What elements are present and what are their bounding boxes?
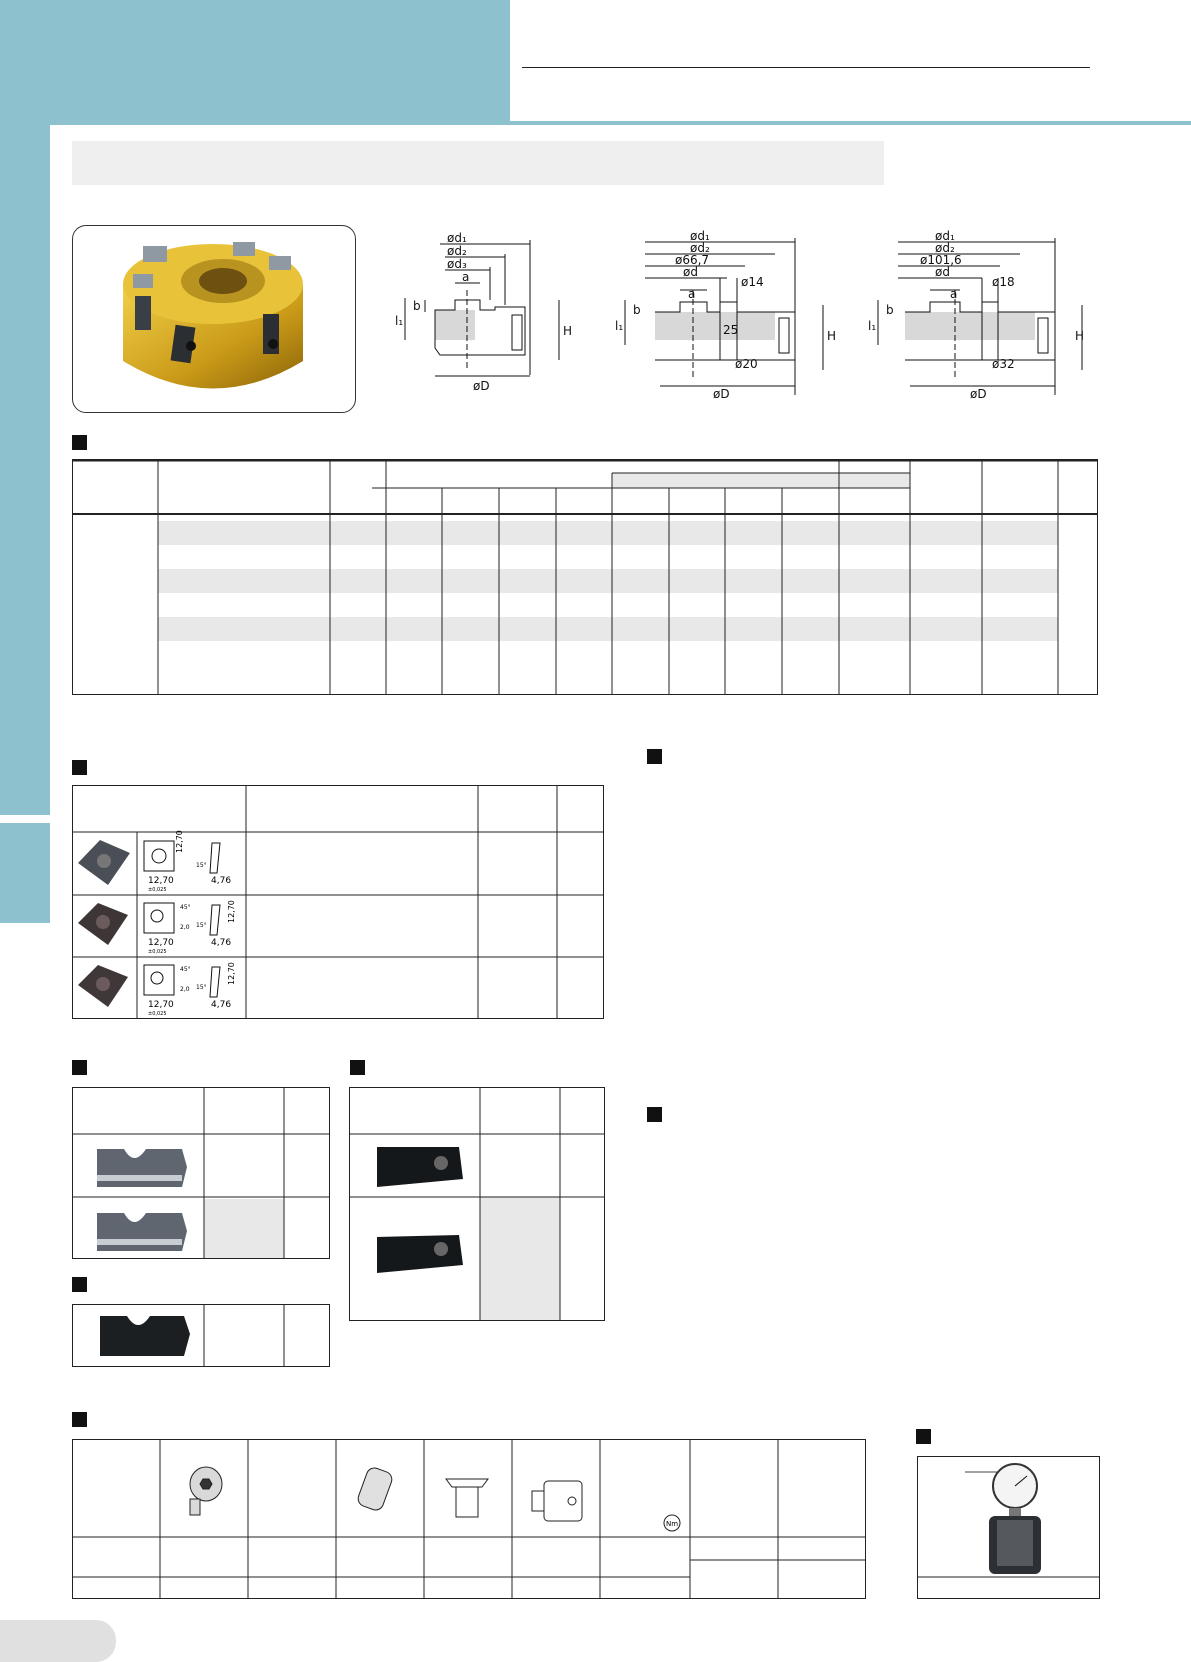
label-a: a bbox=[462, 270, 470, 284]
wedge-photo-1 bbox=[97, 1149, 187, 1187]
insert-dim-side-1: 12,70 bbox=[175, 830, 184, 853]
insert-photo-2 bbox=[78, 903, 128, 945]
section-title-bar bbox=[72, 141, 884, 185]
label-H: H bbox=[1075, 329, 1085, 343]
label-D: øD bbox=[473, 379, 490, 393]
label-d18: ø18 bbox=[992, 275, 1015, 289]
label-l1: l₁ bbox=[868, 319, 877, 333]
page-number-tab bbox=[0, 1620, 116, 1662]
label-H: H bbox=[827, 329, 837, 343]
label-d: ød bbox=[683, 265, 698, 279]
insert-dim-tol-3: ±0,025 bbox=[148, 1011, 167, 1017]
label-d2: ød₂ bbox=[447, 244, 467, 258]
sidebar-lower bbox=[0, 823, 50, 923]
insert-dim-chamfer-len-3: 2,0 bbox=[180, 986, 190, 993]
face-mill-photo bbox=[73, 226, 355, 412]
insert-dim-angle-2: 15° bbox=[196, 922, 207, 929]
label-a: a bbox=[688, 287, 696, 301]
insert-dim-side-2: 12,70 bbox=[227, 900, 236, 923]
insert-dim-size-1: 12,70 bbox=[148, 876, 174, 886]
label-d1: ød₁ bbox=[935, 229, 955, 243]
header-left-block bbox=[0, 0, 510, 125]
label-d2: ød₂ bbox=[935, 241, 955, 255]
key-icon bbox=[532, 1481, 582, 1521]
label-d1: ød₁ bbox=[447, 231, 467, 245]
torque-unit: Nm bbox=[666, 1520, 679, 1528]
insert-photo-3 bbox=[78, 965, 128, 1007]
label-l1: l₁ bbox=[395, 314, 404, 328]
gauge-box bbox=[917, 1456, 1100, 1599]
label-d3: ød₃ bbox=[447, 257, 467, 271]
screw-icon bbox=[190, 1467, 222, 1515]
section-marker-right-2 bbox=[647, 1107, 662, 1122]
cartridge-photo-2 bbox=[377, 1235, 463, 1273]
section-marker-inserts bbox=[72, 760, 87, 775]
section-marker-spare-parts bbox=[72, 1412, 87, 1427]
set-screw-icon bbox=[356, 1466, 394, 1512]
section-marker-main bbox=[72, 435, 87, 450]
insert-dim-side-3: 12,70 bbox=[227, 962, 236, 985]
insert-dim-chamfer-angle-3: 45° bbox=[180, 966, 191, 973]
insert-dim-tol-2: ±0,025 bbox=[148, 949, 167, 955]
sidebar-upper bbox=[0, 125, 50, 815]
label-l1: l₁ bbox=[615, 319, 624, 333]
cartridge-table bbox=[349, 1087, 605, 1321]
dial-gauge-photo bbox=[965, 1464, 1041, 1574]
cartridge-photo-1 bbox=[377, 1147, 463, 1187]
label-d32: ø32 bbox=[992, 357, 1015, 371]
label-D: øD bbox=[713, 387, 730, 401]
drawing-type-3 bbox=[870, 230, 1090, 405]
section-marker-right-1 bbox=[647, 749, 662, 764]
label-D: øD bbox=[970, 387, 987, 401]
wedge-photo-2 bbox=[97, 1213, 187, 1251]
section-marker-cartridges bbox=[350, 1060, 365, 1075]
insert-dim-tol-1: ±0,025 bbox=[148, 887, 167, 893]
label-b: b bbox=[886, 303, 894, 317]
section-marker-wedge-small bbox=[72, 1277, 87, 1292]
insert-dim-thick-1: 4,76 bbox=[211, 876, 232, 886]
insert-dim-size-2: 12,70 bbox=[148, 938, 174, 948]
insert-dim-angle-1: 15° bbox=[196, 862, 207, 869]
drawing-type-1 bbox=[395, 230, 585, 405]
insert-dim-size-3: 12,70 bbox=[148, 1000, 174, 1010]
section-marker-gauge bbox=[916, 1429, 931, 1444]
label-d: ød bbox=[935, 265, 950, 279]
label-b: b bbox=[633, 303, 641, 317]
insert-dim-chamfer-angle-2: 45° bbox=[180, 904, 191, 911]
label-d1: ød₁ bbox=[690, 229, 710, 243]
wedge-photo-3 bbox=[100, 1316, 190, 1356]
clamp-screw-icon bbox=[446, 1479, 488, 1517]
label-a: a bbox=[950, 287, 958, 301]
header-rule bbox=[522, 67, 1090, 68]
section-marker-wedges bbox=[72, 1060, 87, 1075]
insert-dim-angle-3: 15° bbox=[196, 984, 207, 991]
inserts-table bbox=[72, 785, 604, 1019]
label-d101: ø101,6 bbox=[920, 253, 962, 267]
label-d66: ø66,7 bbox=[675, 253, 710, 267]
wedge-table bbox=[72, 1087, 330, 1259]
label-d14: ø14 bbox=[741, 275, 764, 289]
label-H: H bbox=[563, 324, 573, 338]
label-b: b bbox=[413, 299, 421, 313]
drawing-type-2 bbox=[615, 230, 835, 405]
label-d2: ød₂ bbox=[690, 241, 710, 255]
product-photo-frame bbox=[72, 225, 356, 413]
header-right-strip bbox=[510, 121, 1191, 125]
insert-dim-thick-2: 4,76 bbox=[211, 938, 232, 948]
spare-parts-table bbox=[72, 1439, 866, 1599]
main-spec-table bbox=[72, 459, 1098, 695]
insert-dim-chamfer-len-2: 2,0 bbox=[180, 924, 190, 931]
wedge-small-table bbox=[72, 1304, 330, 1367]
insert-dim-thick-3: 4,76 bbox=[211, 1000, 232, 1010]
label-d20: ø20 bbox=[735, 357, 758, 371]
label-25: 25 bbox=[723, 323, 739, 337]
insert-photo-1 bbox=[78, 840, 130, 885]
